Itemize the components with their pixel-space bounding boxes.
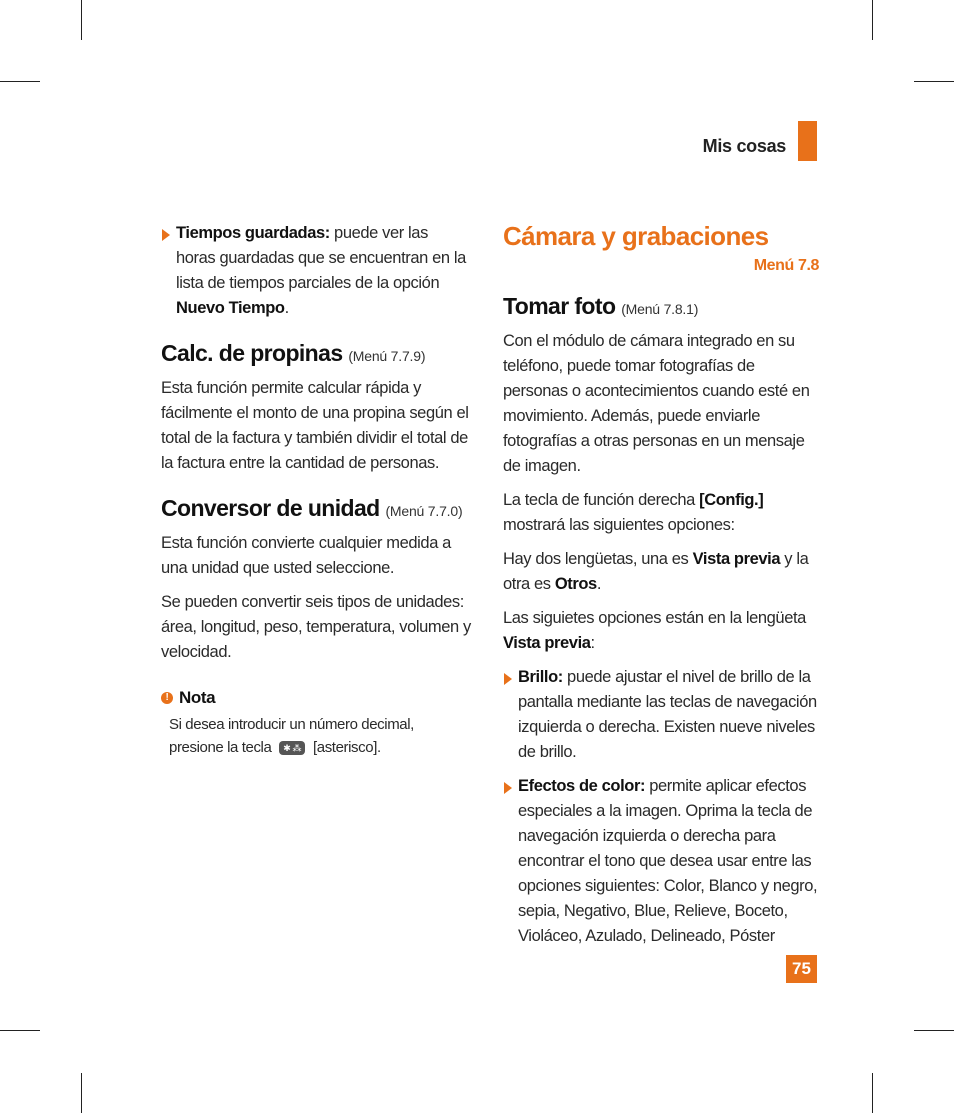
heading-conversor-unidad	[161, 494, 471, 525]
bullet-term: Brillo:	[518, 668, 563, 686]
left-column	[161, 221, 471, 759]
paragraph	[503, 547, 819, 597]
right-column	[503, 220, 819, 958]
crop-mark	[81, 1073, 82, 1113]
text: :	[590, 634, 595, 652]
text: y la otra es	[503, 550, 809, 593]
text: .	[596, 575, 602, 593]
menu-reference: (Menú 7.7.0)	[385, 503, 463, 519]
note-heading	[161, 687, 471, 709]
heading-text: Calc. de propinas	[161, 340, 343, 366]
menu-reference: (Menú 7.8.1)	[621, 301, 699, 317]
bullet-text: permite aplicar efectos especiales a la imagen. Oprima la tecla de navegación izquierda o derecha para encontrar el tono que desea usar entre las opciones siguientes: Color, Blanco y negro, sepia, Negativo, Blue, Relieve, Boceto, Violáceo, Azulado, Delineado, Póster	[518, 777, 818, 945]
note-box	[161, 687, 471, 759]
bullet-text: .	[284, 299, 289, 317]
bullet-term: Efectos de color:	[518, 777, 646, 795]
crop-mark	[914, 81, 954, 82]
crop-mark	[872, 1073, 873, 1113]
text: mostrará las siguientes opciones:	[503, 516, 735, 534]
asterisk-key-icon: ✱ ⁂	[279, 741, 305, 755]
note-body	[161, 713, 471, 759]
paragraph	[503, 606, 819, 656]
bullet-arrow-icon	[504, 673, 512, 685]
bullet-brillo	[503, 665, 819, 765]
crop-mark	[914, 1030, 954, 1031]
bullet-arrow-icon	[504, 782, 512, 794]
bullet-tiempos-guardadas	[161, 221, 471, 321]
heading-tomar-foto	[503, 292, 819, 323]
page-number: 75	[786, 955, 817, 983]
heading-text: Conversor de unidad	[161, 495, 380, 521]
warning-icon: !	[161, 692, 173, 704]
crop-mark	[0, 1030, 40, 1031]
crop-mark	[872, 0, 873, 40]
bullet-term: Tiempos guardadas:	[176, 224, 330, 242]
section-title: Cámara y grabaciones	[503, 221, 769, 251]
paragraph: Esta función convierte cualquier medida a una unidad que usted seleccione.	[161, 534, 451, 577]
heading-text: Tomar foto	[503, 293, 616, 319]
text: Hay dos lengüetas, una es	[503, 550, 693, 568]
bullet-text: puede ver las horas guardadas que se encuentran en la lista de tiempos parciales de la opción	[176, 224, 466, 292]
paragraph	[503, 488, 819, 538]
section-header-bar	[798, 121, 817, 161]
heading-calc-propinas	[161, 339, 471, 370]
section-header-title: Mis cosas	[702, 136, 786, 156]
bullet-text: puede ajustar el nivel de brillo de la pantalla mediante las teclas de navegación izquierda o derecha. Existen nueve niveles de brillo.	[518, 668, 817, 761]
text: La tecla de función derecha	[503, 491, 700, 509]
note-text: [asterisco].	[313, 739, 381, 756]
menu-reference-main: Menú 7.8	[753, 257, 819, 274]
bold-text: [Config.]	[699, 491, 764, 509]
text: Las siguietes opciones están en la lengüeta	[503, 609, 806, 627]
crop-mark	[81, 0, 82, 40]
paragraph: Con el módulo de cámara integrado en su teléfono, puede tomar fotografías de personas o acontecimientos cuando esté en movimiento. Además, puede enviarle fotografías a otras personas en un mensaje de imagen.	[503, 332, 810, 475]
crop-mark	[0, 81, 40, 82]
paragraph: Se pueden convertir seis tipos de unidades: área, longitud, peso, temperatura, volumen y velocidad.	[161, 593, 471, 661]
bullet-efectos-color	[503, 774, 819, 949]
menu-reference: (Menú 7.7.9)	[348, 348, 426, 364]
bold-text: Vista previa	[503, 634, 591, 652]
note-text: Si desea introducir un número decimal, presione la tecla	[169, 716, 414, 756]
bullet-arrow-icon	[162, 229, 170, 241]
bold-text: Otros	[554, 575, 597, 593]
bullet-term: Nuevo Tiempo	[176, 299, 285, 317]
paragraph: Esta función permite calcular rápida y fácilmente el monto de una propina según el total de la factura y también dividir el total de la factura entre la cantidad de personas.	[161, 379, 469, 472]
bold-text: Vista previa	[692, 550, 781, 568]
note-title: Nota	[179, 688, 216, 707]
